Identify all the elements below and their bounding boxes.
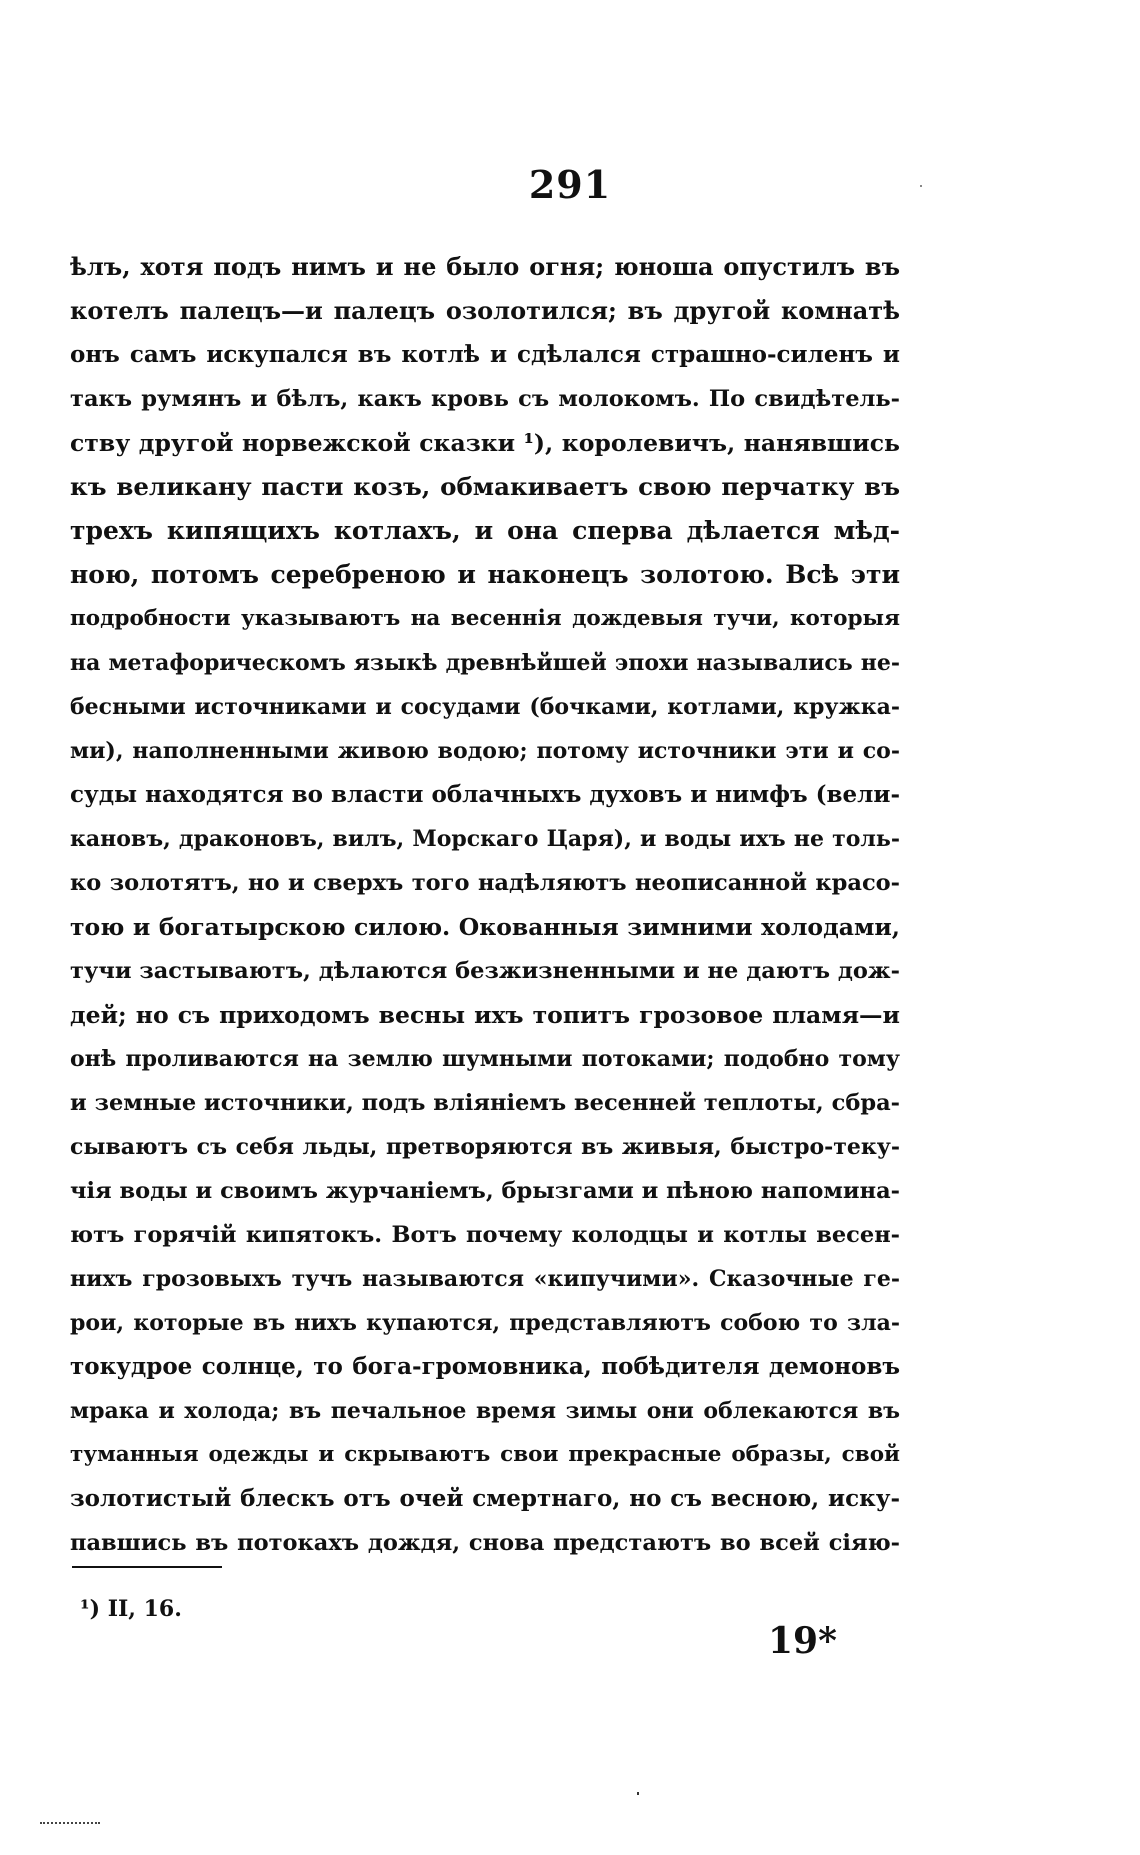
text-line: токудрое солнце, то бога-громовника, побѣдителя демоновъ [70, 1353, 900, 1380]
text-line: мрака и холода; въ печальное время зимы они облекаются въ [70, 1398, 900, 1424]
text-line: чія воды и своимъ журчаніемъ, брызгами и пѣною напомина- [70, 1178, 900, 1204]
text-line: онѣ проливаются на землю шумными потоками; подобно тому [70, 1046, 900, 1072]
scan-artifact [40, 1822, 100, 1827]
text-line: ною, потомъ серебреною и наконецъ золотою. Всѣ эти [70, 560, 900, 589]
text-line: ми), наполненными живою водою; потому источники эти и со- [70, 738, 900, 764]
text-line: павшись въ потокахъ дождя, снова предстаютъ во всей сіяю- [70, 1530, 900, 1556]
body-text [70, 245, 900, 1565]
text-line: подробности указываютъ на весеннія дождевыя тучи, которыя [70, 606, 900, 631]
text-line: кановъ, драконовъ, вилъ, Морскаго Царя), и воды ихъ не толь- [70, 826, 900, 852]
text-line: бесными источниками и сосудами (бочками, котлами, кружка- [70, 694, 900, 720]
text-line: суды находятся во власти облачныхъ духовъ и нимфъ (вели- [70, 781, 900, 808]
text-line: ѣлъ, хотя подъ нимъ и не было огня; юноша опустилъ въ [70, 252, 900, 281]
text-line: и земные источники, подъ вліяніемъ весенней теплоты, сбра- [70, 1090, 900, 1116]
scan-speck [637, 1792, 639, 1795]
text-line: тою и богатырскою силою. Окованныя зимними холодами, [70, 913, 900, 941]
text-line: на метафорическомъ языкѣ древнѣйшей эпохи назывались не- [70, 650, 900, 676]
page-number: 291 [528, 162, 612, 207]
text-line: ству другой норвежской сказки ¹), королевичъ, нанявшись [70, 429, 900, 457]
text-line: такъ румянъ и бѣлъ, какъ кровь съ молокомъ. По свидѣтель- [70, 386, 900, 412]
text-line: золотистый блескъ отъ очей смертнаго, но съ весною, иску- [70, 1485, 900, 1512]
text-line: нихъ грозовыхъ тучъ называются «кипучими». Сказочные ге- [70, 1266, 900, 1292]
footnote-divider [72, 1566, 222, 1568]
text-line: сываютъ съ себя льды, претворяются въ живыя, быстро-теку- [70, 1134, 900, 1160]
text-line: тучи застываютъ, дѣлаются безжизненными и не даютъ дож- [70, 958, 900, 984]
text-line: къ великану пасти козъ, обмакиваетъ свою перчатку въ [70, 472, 900, 501]
text-line: ко золотятъ, но и сверхъ того надѣляютъ неописанной красо- [70, 870, 900, 896]
text-line: дей; но съ приходомъ весны ихъ топитъ грозовое пламя—и [70, 1001, 900, 1029]
text-line: туманныя одежды и скрываютъ свои прекрасные образы, свой [70, 1442, 900, 1467]
scan-speck [920, 185, 922, 187]
text-line: онъ самъ искупался въ котлѣ и сдѣлался страшно-силенъ и [70, 341, 900, 368]
text-line: рои, которые въ нихъ купаются, представляютъ собою то зла- [70, 1310, 900, 1336]
text-line: ютъ горячій кипятокъ. Вотъ почему колодцы и котлы весен- [70, 1222, 900, 1248]
text-line: трехъ кипящихъ котлахъ, и она сперва дѣлается мѣд- [70, 516, 900, 545]
footnote: ¹) II, 16. [80, 1596, 182, 1622]
signature-mark: 19* [768, 1620, 837, 1662]
text-line: котелъ палецъ—и палецъ озолотился; въ другой комнатѣ [70, 296, 900, 325]
